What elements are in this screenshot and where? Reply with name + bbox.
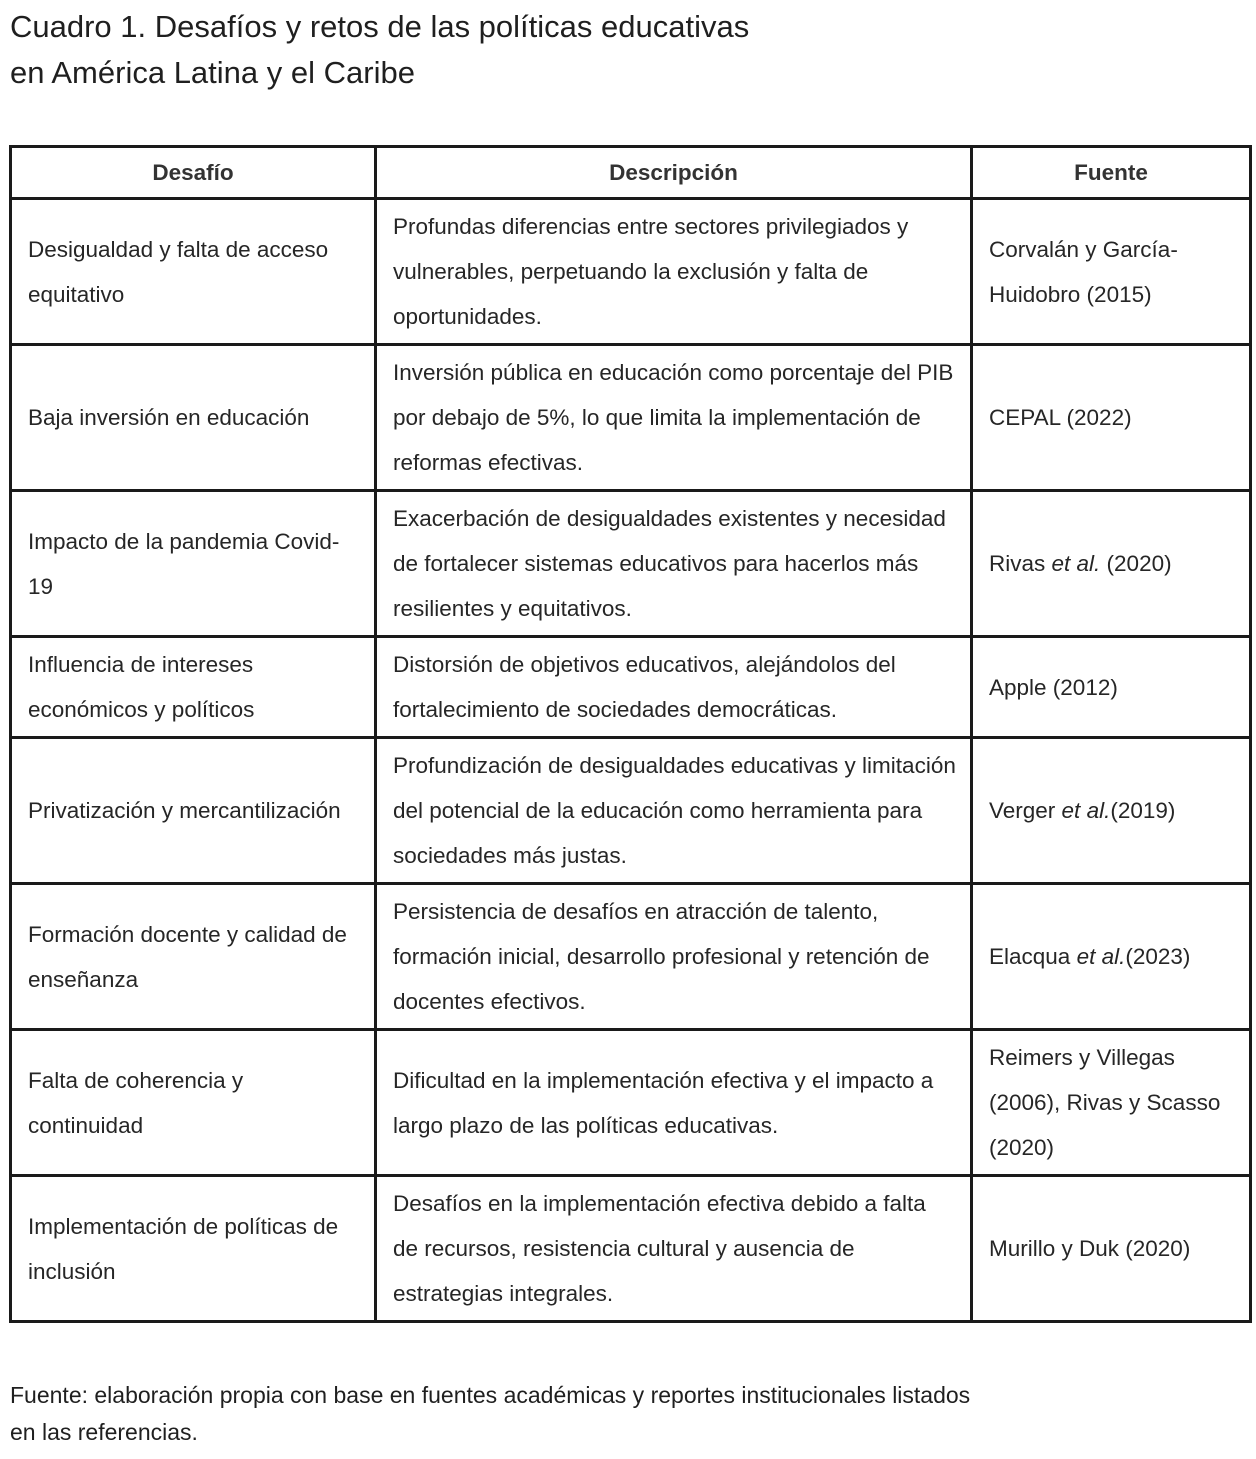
fuente-year: (2023) <box>1125 944 1191 969</box>
cell-desafio: Impacto de la pandemia Covid-19 <box>11 491 376 637</box>
caption-line-1: Cuadro 1. Desafíos y retos de las políticas educativas <box>10 9 750 44</box>
cell-descripcion: Persistencia de desafíos en atracción de talento, formación inicial, desarrollo profesional y retención de docentes efectivos. <box>376 884 972 1030</box>
fuente-year: (2019) <box>1110 798 1176 823</box>
table-row <box>11 884 1251 1030</box>
cell-descripcion: Profundización de desigualdades educativas y limitación del potencial de la educación como herramienta para sociedades más justas. <box>376 738 972 884</box>
cell-descripcion: Exacerbación de desigualdades existentes y necesidad de fortalecer sistemas educativos para hacerlos más resilientes y equitativos. <box>376 491 972 637</box>
source-note-line-1: Fuente: elaboración propia con base en fuentes académicas y reportes institucionales listados <box>10 1382 971 1408</box>
table-row <box>11 1176 1251 1322</box>
header-descripcion: Descripción <box>376 147 972 199</box>
cell-descripcion: Desafíos en la implementación efectiva debido a falta de recursos, resistencia cultural y ausencia de estrategias integrales. <box>376 1176 972 1322</box>
cell-desafio: Privatización y mercantilización <box>11 738 376 884</box>
fuente-text: CEPAL (2022) <box>989 405 1132 430</box>
cell-descripcion: Dificultad en la implementación efectiva y el impacto a largo plazo de las políticas educativas. <box>376 1030 972 1176</box>
cell-desafio: Desigualdad y falta de acceso equitativo <box>11 199 376 345</box>
table-row <box>11 738 1251 884</box>
fuente-year: (2020) <box>1100 551 1172 576</box>
table-row <box>11 491 1251 637</box>
fuente-author: Elacqua <box>989 944 1077 969</box>
cell-fuente <box>972 1030 1251 1176</box>
fuente-et-al: et al. <box>1061 798 1111 823</box>
cell-desafio: Influencia de intereses económicos y políticos <box>11 637 376 738</box>
cell-descripcion: Distorsión de objetivos educativos, alejándolos del fortalecimiento de sociedades democráticas. <box>376 637 972 738</box>
cell-fuente <box>972 884 1251 1030</box>
cell-desafio: Formación docente y calidad de enseñanza <box>11 884 376 1030</box>
cell-fuente <box>972 199 1251 345</box>
fuente-author: Rivas <box>989 551 1052 576</box>
cell-fuente <box>972 1176 1251 1322</box>
challenges-table <box>9 145 1252 1323</box>
table-row <box>11 1030 1251 1176</box>
table-row <box>11 199 1251 345</box>
cell-descripcion: Inversión pública en educación como porcentaje del PIB por debajo de 5%, lo que limita la implementación de reformas efectivas. <box>376 345 972 491</box>
fuente-et-al: et al. <box>1051 551 1101 576</box>
table-row <box>11 637 1251 738</box>
table-header-row <box>11 147 1251 199</box>
fuente-et-al: et al. <box>1076 944 1126 969</box>
source-note <box>10 1377 1210 1451</box>
fuente-text: Corvalán y García-Huidobro (2015) <box>989 236 1178 307</box>
cell-desafio: Baja inversión en educación <box>11 345 376 491</box>
cell-fuente <box>972 345 1251 491</box>
source-note-line-2: en las referencias. <box>10 1419 198 1445</box>
fuente-author: Verger <box>989 798 1062 823</box>
cell-desafio: Implementación de políticas de inclusión <box>11 1176 376 1322</box>
table-row <box>11 345 1251 491</box>
header-desafio: Desafío <box>11 147 376 199</box>
cell-fuente <box>972 637 1251 738</box>
table-caption <box>10 4 1210 96</box>
header-fuente: Fuente <box>972 147 1251 199</box>
fuente-text: Reimers y Villegas (2006), Rivas y Scasso (2020) <box>989 1045 1221 1160</box>
cell-fuente <box>972 738 1251 884</box>
caption-line-2: en América Latina y el Caribe <box>10 55 415 90</box>
fuente-text: Murillo y Duk (2020) <box>989 1236 1191 1261</box>
cell-fuente <box>972 491 1251 637</box>
fuente-text: Apple (2012) <box>989 674 1118 700</box>
cell-descripcion: Profundas diferencias entre sectores privilegiados y vulnerables, perpetuando la exclusión y falta de oportunidades. <box>376 199 972 345</box>
cell-desafio: Falta de coherencia y continuidad <box>11 1030 376 1176</box>
